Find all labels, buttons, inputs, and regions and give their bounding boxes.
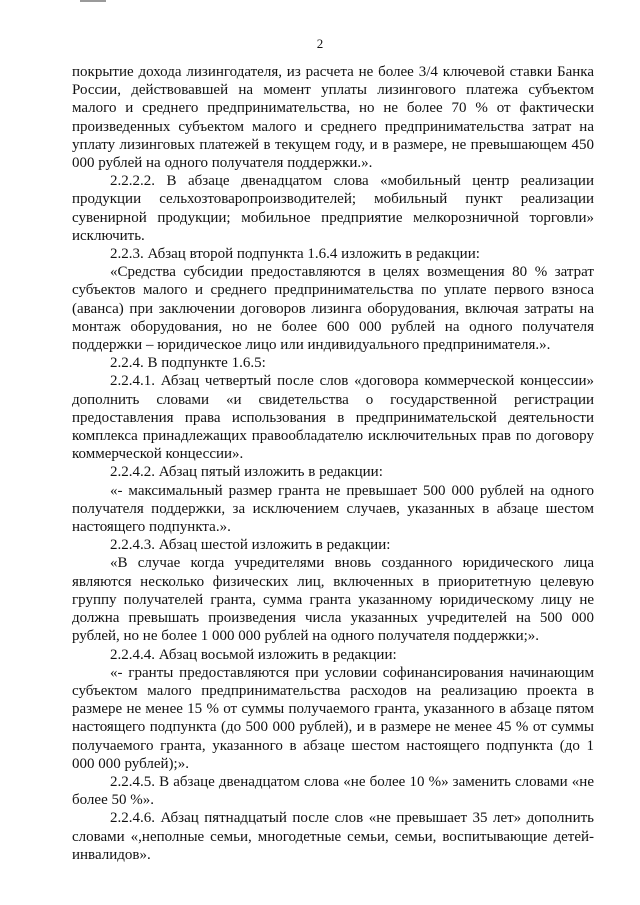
paragraph-2-2-4-2-quote: «- максимальный размер гранта не превышает 500 000 рублей на одного получателя поддержки, за исключением случаев, указанных в абзаце шестом настоящего подпункта.». [72, 482, 594, 536]
paragraph-2-2-4-1: 2.2.4.1. Абзац четвертый после слов «договора коммерческой концессии» дополнить словами «и свидетельства о государственной регистрации предоставления права использования в предпринимательской деятельности комплекса принадлежащих правообладателю исключительных прав по договору коммерческой концессии». [72, 373, 594, 463]
scan-edge-mark [80, 0, 106, 2]
paragraph-2-2-4-4-quote: «- гранты предоставляются при условии софинансирования начинающим субъектом малого предпринимательства расходов на реализацию проекта в размере не менее 15 % от суммы получаемого гранта, указанного в абзаце пятом настоящего подпункта (до 500 000 рублей), и в размере не менее 45 % от суммы получаемого гранта, указанного в абзаце шестом настоящего подпункта (до 1 000 000 рублей);». [72, 664, 594, 772]
paragraph-2-2-4-2: 2.2.4.2. Абзац пятый изложить в редакции: [110, 464, 383, 481]
paragraph-2-2-4-3: 2.2.4.3. Абзац шестой изложить в редакции: [110, 537, 391, 554]
document-body [72, 63, 594, 864]
page-number: 2 [316, 36, 324, 51]
paragraph-2-2-3-quote: «Средства субсидии предоставляются в целях возмещения 80 % затрат субъектов малого и среднего предпринимательства по уплате первого взноса (аванса) при заключении договоров лизинга оборудования, включая затраты на монтаж оборудования, но не более 600 000 рублей на одного получателя поддержки – юридическое лицо или индивидуального предпринимателя.». [72, 264, 594, 354]
paragraph-2-2-3: 2.2.3. Абзац второй подпункта 1.6.4 изложить в редакции: [110, 246, 480, 263]
paragraph-2-2-2-2: 2.2.2.2. В абзаце двенадцатом слова «мобильный центр реализации продукции сельхозтоваропроизводителей; мобильный пункт реализации сувенирной продукции; мобильное предприятие мелкорозничной торговли» исключить. [72, 173, 594, 244]
paragraph-2-2-4-6: 2.2.4.6. Абзац пятнадцатый после слов «не превышает 35 лет» дополнить словами «,неполные семьи, многодетные семьи, семьи, воспитывающие детей-инвалидов». [72, 810, 594, 863]
paragraph-2-2-4: 2.2.4. В подпункте 1.6.5: [110, 355, 266, 372]
paragraph-2-2-4-4: 2.2.4.4. Абзац восьмой изложить в редакции: [110, 646, 397, 663]
paragraph-2-2-4-5: 2.2.4.5. В абзаце двенадцатом слова «не более 10 %» заменить словами «не более 50 %». [72, 773, 594, 809]
paragraph-2-2-4-3-quote: «В случае когда учредителями вновь созданного юридического лица являются несколько физических лиц, включенных в приоритетную целевую группу получателей гранта, сумма гранта указанному юридическому лицу не должна превышать произведения числа указанных учредителей на 500 000 рублей, но не более 1 000 000 рублей на одного получателя поддержки;». [72, 555, 594, 645]
paragraph-continuation: покрытие дохода лизингодателя, из расчета не более 3/4 ключевой ставки Банка России, действовавшей на момент уплаты лизингового платежа субъектом малого и среднего предпринимательства, но не более 70 % от фактически произведенных субъектом малого и среднего предпринимательства затрат на уплату лизинговых платежей в текущем году, и в размере, не превышающем 450 000 рублей на одного получателя поддержки.». [72, 64, 594, 172]
